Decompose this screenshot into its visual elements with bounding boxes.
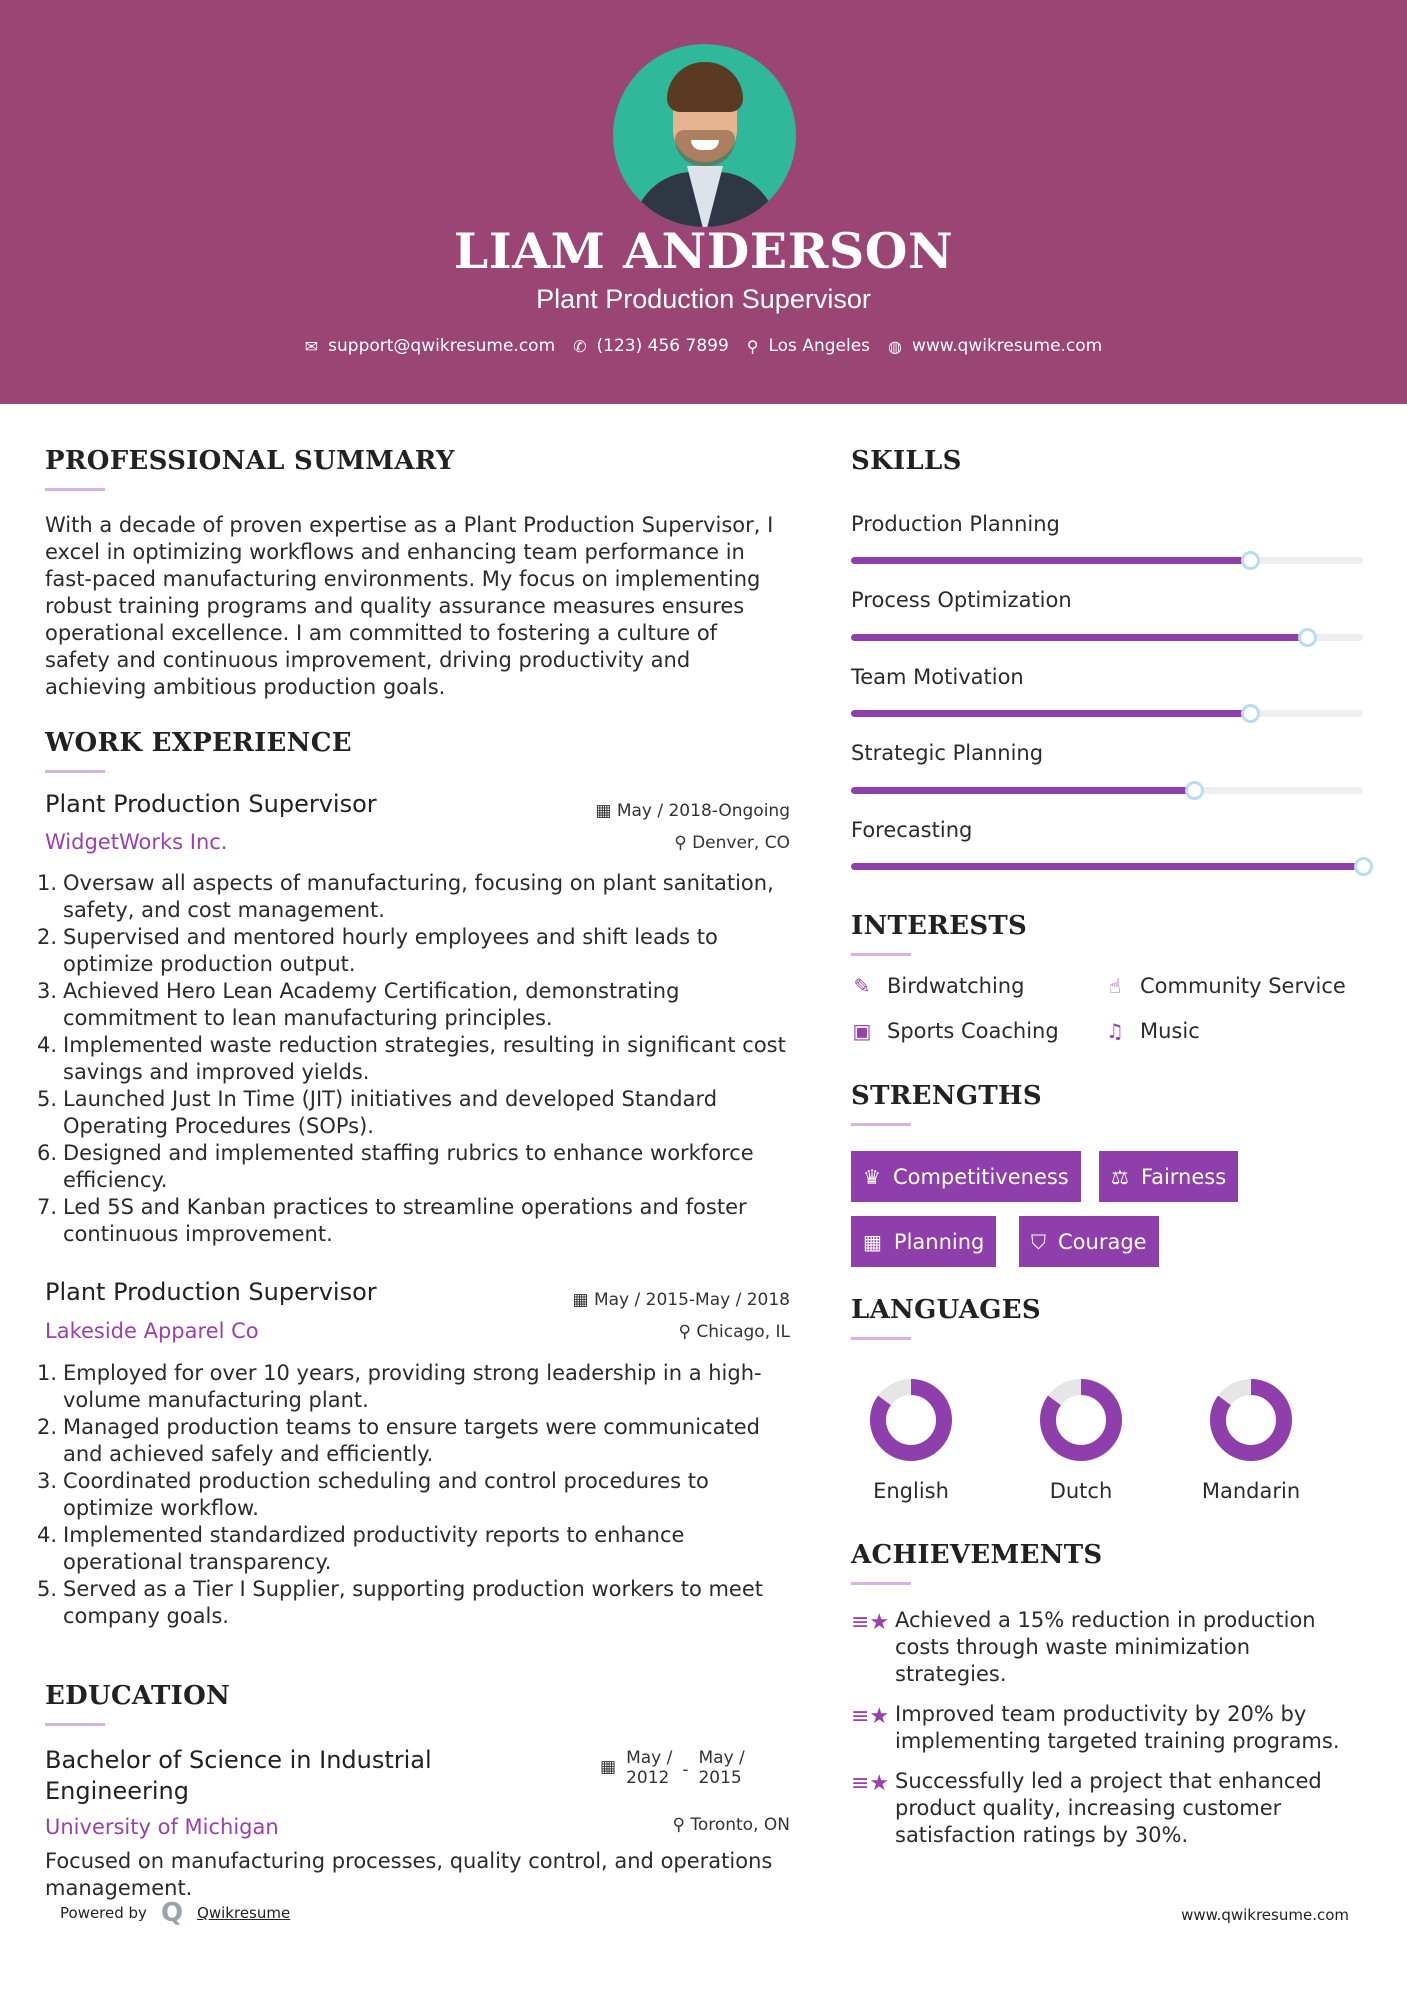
language-donut [1036,1375,1126,1465]
skill-label: Forecasting [851,818,973,842]
list-item: 1. Oversaw all aspects of manufacturing, focusing on plant sanitation, safety, and cost management. [37,871,774,922]
skill-fill [851,634,1307,641]
resume-header [0,0,1407,404]
skill-knob [1298,628,1317,647]
strength-tag: ⛉ Courage [1019,1216,1159,1267]
candidate-title: Plant Production Supervisor [536,284,871,314]
qwikresume-logo-icon: Q [160,1898,184,1928]
list-item: 5. Served as a Tier I Supplier, supporting production workers to meet company goals. [37,1577,763,1628]
calendar-icon: ▦ [600,1757,617,1777]
education-date: ▦ May / 2012 - May / 2015 [600,1748,745,1788]
interest-item: ▣ Sports Coaching [852,1019,1059,1043]
language-donut [1206,1375,1296,1465]
pin-icon: ⚲ [678,1322,697,1342]
skills-heading: SKILLS [851,446,962,476]
shield-icon: ⛉ [1031,1229,1046,1254]
strengths-heading: STRENGTHS [851,1081,1042,1111]
achievement-item: ≡★ Achieved a 15% reduction in production costs through waste minimization strategies. [851,1608,1316,1686]
list-item: 1. Employed for over 10 years, providing strong leadership in a high-volume manufacturing plant. [37,1361,762,1412]
achievements-underline [851,1582,911,1585]
profile-photo [613,44,796,227]
list-item: 2. Supervised and mentored hourly employees and shift leads to optimize production output. [37,925,718,976]
language-label: Dutch [1049,1479,1113,1503]
briefcase-icon: ▣ [852,1019,872,1043]
job-1-date: ▦ May / 2018-Ongoing [595,801,790,821]
skill-bar [851,863,1363,870]
job-2-date: ▦ May / 2015-May / 2018 [572,1290,790,1310]
skill-label: Process Optimization [851,588,1072,612]
strength-tag: ▦ Planning [851,1216,996,1267]
language-label: Mandarin [1201,1479,1301,1503]
skill-bar [851,557,1363,564]
list-item: 7. Led 5S and Kanban practices to streamline operations and foster continuous improvement. [37,1195,747,1246]
list-item: 4. Implemented waste reduction strategies, resulting in significant cost savings and improved yields. [37,1033,786,1084]
contact-location-text: Los Angeles [768,336,871,356]
interest-item: ☝ Community Service [1104,974,1346,998]
contact-bar [0,336,1407,356]
strengths-underline [851,1123,911,1126]
interest-item: ✎ Birdwatching [851,974,1024,998]
skill-label: Production Planning [851,512,1060,536]
education-underline [45,1723,105,1726]
calendar-icon: ▦ [595,801,617,821]
languages-underline [851,1337,911,1340]
job-2-list [37,1360,795,1630]
list-item: 6. Designed and implemented staffing rubrics to enhance workforce efficiency. [37,1141,754,1192]
summary-underline [45,488,105,491]
interests-underline [851,953,911,956]
contact-phone[interactable] [573,336,729,356]
skill-fill [851,557,1250,564]
skill-label: Strategic Planning [851,741,1044,765]
achievement-item: ≡★ Successfully led a project that enhanced product quality, increasing customer satisfaction ratings by 30%. [851,1769,1322,1847]
phone-icon: ✆ [573,336,587,356]
contact-phone-text: (123) 456 7899 [596,336,729,356]
skill-bar [851,787,1363,794]
summary-heading: PROFESSIONAL SUMMARY [45,446,455,476]
job-2-title: Plant Production Supervisor [45,1278,377,1306]
degree-title: Bachelor of Science in Industrial Engineering [45,1746,432,1805]
skill-knob [1354,857,1373,876]
skill-bar [851,710,1363,717]
trophy-icon: ♛ [863,1164,881,1189]
job-2-location: ⚲ Chicago, IL [678,1322,790,1342]
globe-icon: ◍ [888,336,902,356]
contact-email[interactable] [305,336,555,356]
achievement-item: ≡★ Improved team productivity by 20% by implementing targeted training programs. [851,1702,1340,1753]
school-name: University of Michigan [45,1815,279,1839]
education-description: Focused on manufacturing processes, quality control, and operations management. [45,1849,773,1900]
contact-email-text: support@qwikresume.com [328,336,556,356]
powered-by-label: Powered by [60,1904,147,1922]
qwikresume-link[interactable]: Qwikresume [197,1904,291,1922]
language-item [851,1375,971,1503]
language-label: English [873,1479,949,1503]
list-item: 4. Implemented standardized productivity reports to enhance operational transparency. [37,1523,685,1574]
strength-tag: ♛ Competitiveness [851,1151,1081,1202]
calendar-icon: ▦ [572,1290,594,1310]
skill-knob [1241,704,1260,723]
education-heading: EDUCATION [45,1681,231,1711]
calendar-icon: ▦ [863,1229,882,1254]
language-item [1021,1375,1141,1503]
skill-knob [1185,781,1204,800]
pin-icon: ⚲ [672,1815,691,1835]
balance-scale-icon: ⚖ [1111,1164,1129,1189]
envelope-icon: ✉ [304,336,319,356]
language-donut [866,1375,956,1465]
star-icon: ≡★ [851,1610,890,1635]
job-2-company: Lakeside Apparel Co [45,1319,259,1343]
experience-underline [45,770,105,773]
interests-heading: INTERESTS [851,911,1028,941]
music-icon: ♫ [1106,1019,1124,1043]
candidate-name: LIAM ANDERSON [453,222,954,280]
footer-branding [60,1898,290,1928]
skill-fill [851,710,1250,717]
job-1-title: Plant Production Supervisor [45,790,377,818]
contact-website[interactable] [888,336,1102,356]
list-item: 2. Managed production teams to ensure targets were communicated and achieved safely and efficiently. [37,1415,760,1466]
skill-fill [851,863,1363,870]
job-1-location: ⚲ Denver, CO [674,833,790,853]
job-1-list [37,870,795,1248]
list-item: 3. Achieved Hero Lean Academy Certification, demonstrating commitment to lean manufacturing principles. [37,979,680,1030]
experience-heading: WORK EXPERIENCE [45,728,352,758]
skill-bar [851,634,1363,641]
summary-text: With a decade of proven expertise as a Plant Production Supervisor, I excel in optimizing workflows and enhancing team performance in fast-paced manufacturing environments. My focus on implementing robust training programs and quality assurance measures ensures operational excellence. I am committed to fostering a culture of safety and continuous improvement, driving productivity and achieving ambitious production goals. [45,513,774,699]
star-icon: ≡★ [851,1704,890,1729]
map-pin-icon: ⚲ [746,336,759,356]
interest-item: ♫ Music [1104,1019,1200,1043]
education-location: ⚲ Toronto, ON [672,1815,790,1835]
hand-icon: ☝ [1108,974,1122,998]
footer-url[interactable]: www.qwikresume.com [1181,1906,1349,1924]
list-item: 3. Coordinated production scheduling and control procedures to optimize workflow. [37,1469,709,1520]
achievements-heading: ACHIEVEMENTS [851,1540,1103,1570]
edit-icon: ✎ [853,974,871,998]
skill-label: Team Motivation [851,665,1024,689]
pin-icon: ⚲ [674,833,693,853]
skill-fill [851,787,1194,794]
star-icon: ≡★ [851,1771,890,1796]
list-item: 5. Launched Just In Time (JIT) initiatives and developed Standard Operating Procedures (SOPs). [37,1087,718,1138]
contact-website-text: www.qwikresume.com [911,336,1103,356]
languages-heading: LANGUAGES [851,1295,1041,1325]
contact-location [747,336,870,356]
language-item [1191,1375,1311,1503]
strength-tag: ⚖ Fairness [1099,1151,1238,1202]
skill-knob [1241,551,1260,570]
job-1-company: WidgetWorks Inc. [45,830,228,854]
